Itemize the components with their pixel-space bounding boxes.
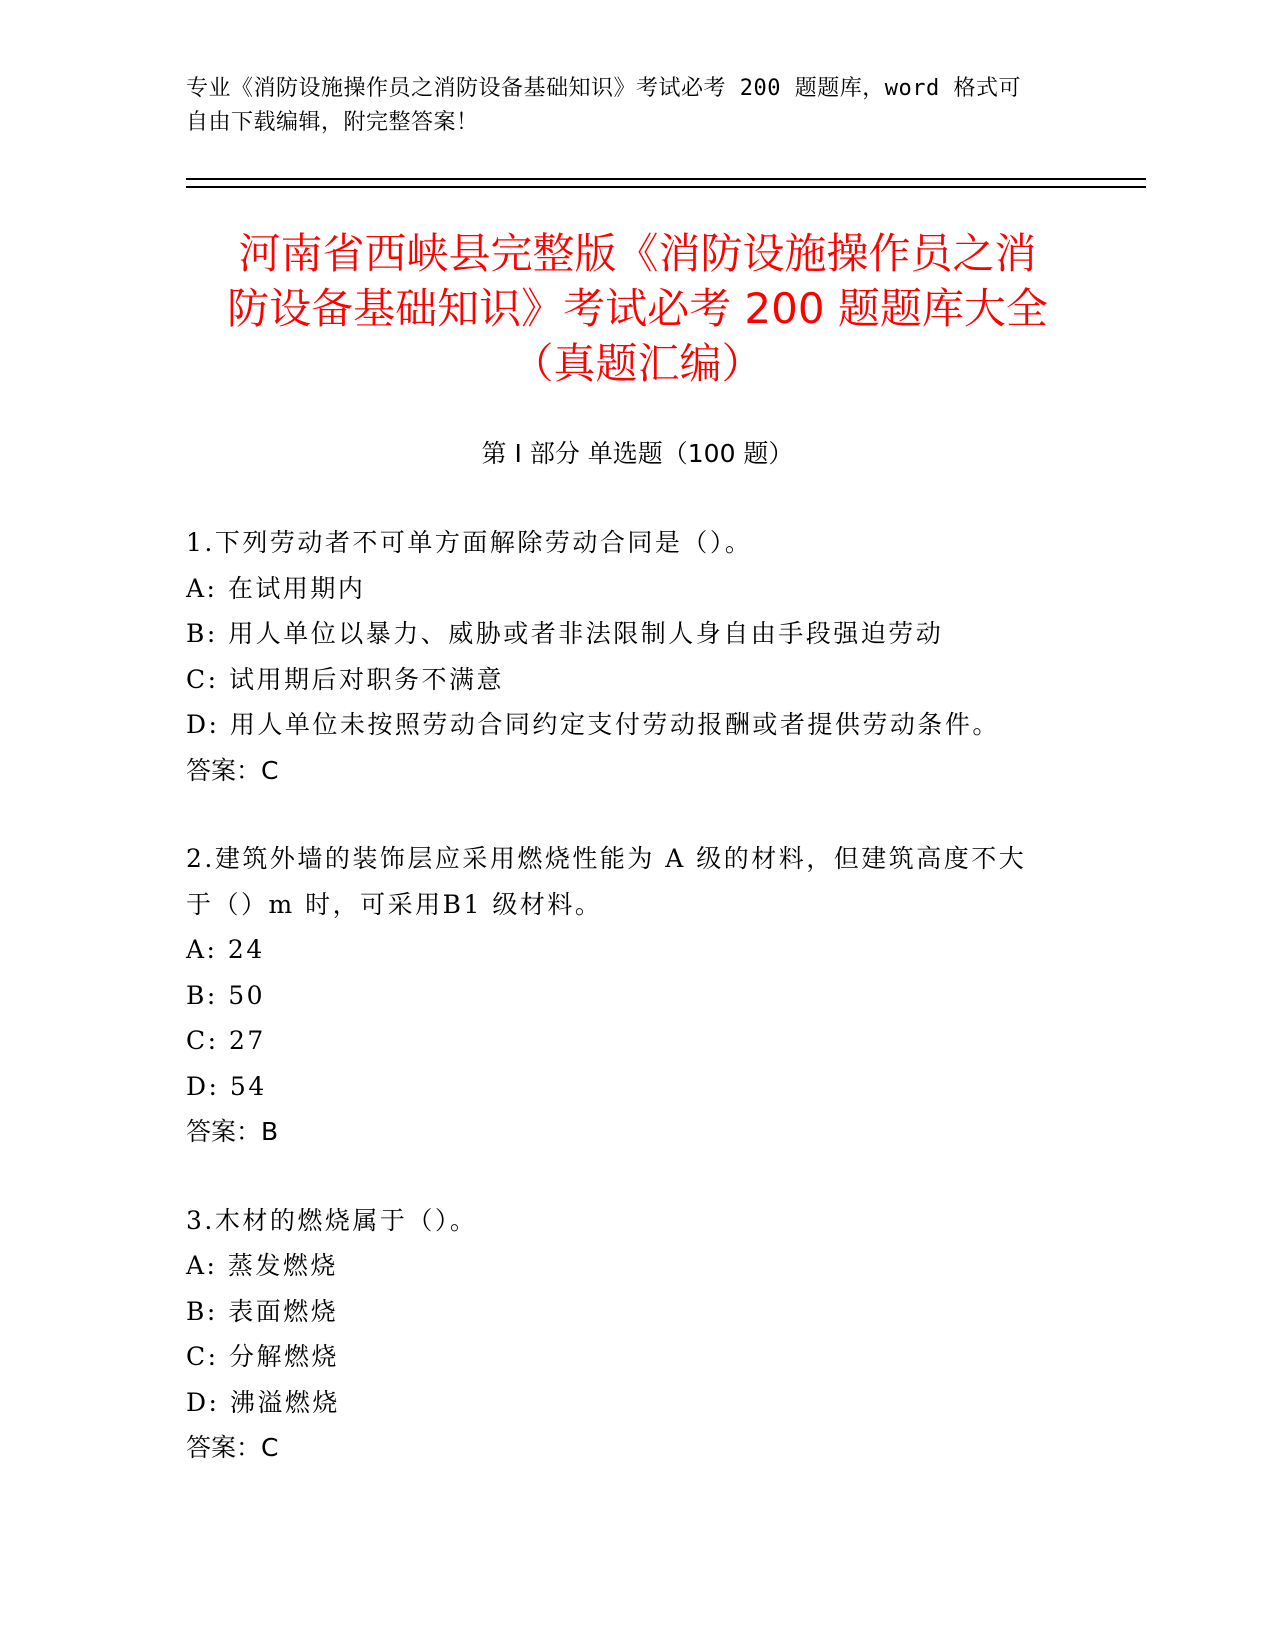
header-note-line-2: 自由下载编辑，附完整答案！ [186,110,479,135]
document-title [150,226,1125,391]
document-title-line-2: 防设备基础知识》考试必考 200 题题库大全 [227,284,1048,333]
question-list [186,520,1066,1514]
option-a: A: 蒸发燃烧 [186,1251,338,1280]
option-b: B: 50 [186,980,266,1010]
option-c: C: 27 [186,1026,266,1055]
question-3 [186,1198,1066,1471]
header-divider-top [186,178,1146,180]
question-stem: 1.下列劳动者不可单方面解除劳动合同是（）。 [186,528,753,557]
question-stem-continued: 于（）m 时，可采用B1 级材料。 [186,889,603,919]
option-d: D: 54 [186,1071,267,1101]
option-b: B: 用人单位以暴力、威胁或者非法限制人身自由手段强迫劳动 [186,619,944,648]
option-c: C: 试用期后对职务不满意 [186,664,504,694]
option-a: A: 在试用期内 [186,573,366,603]
header-note-line-1: 专业《消防设施操作员之消防设备基础知识》考试必考 200 题题库，word 格式可 [186,76,1021,101]
header-note [186,72,1066,140]
option-a: A: 24 [186,935,265,964]
question-2 [186,836,1066,1155]
option-c: C: 分解燃烧 [186,1342,339,1371]
answer: 答案：C [186,1433,279,1462]
header-divider-bottom [186,186,1146,188]
question-stem: 3.木材的燃烧属于（）。 [186,1205,478,1235]
answer: 答案：C [186,755,279,785]
document-title-line-3: （真题汇编） [511,339,764,388]
option-b: B: 表面燃烧 [186,1296,339,1326]
option-d: D: 沸溢燃烧 [186,1387,340,1417]
option-d: D: 用人单位未按照劳动合同约定支付劳动报酬或者提供劳动条件。 [186,710,1000,739]
question-1 [186,520,1066,793]
answer: 答案：B [186,1117,279,1146]
question-stem: 2.建筑外墙的装饰层应采用燃烧性能为 A 级的材料，但建筑高度不大 [186,844,1027,873]
section-heading: 第 I 部分 单选题（100 题） [481,439,794,468]
document-title-line-1: 河南省西峡县完整版《消防设施操作员之消 [238,229,1037,278]
